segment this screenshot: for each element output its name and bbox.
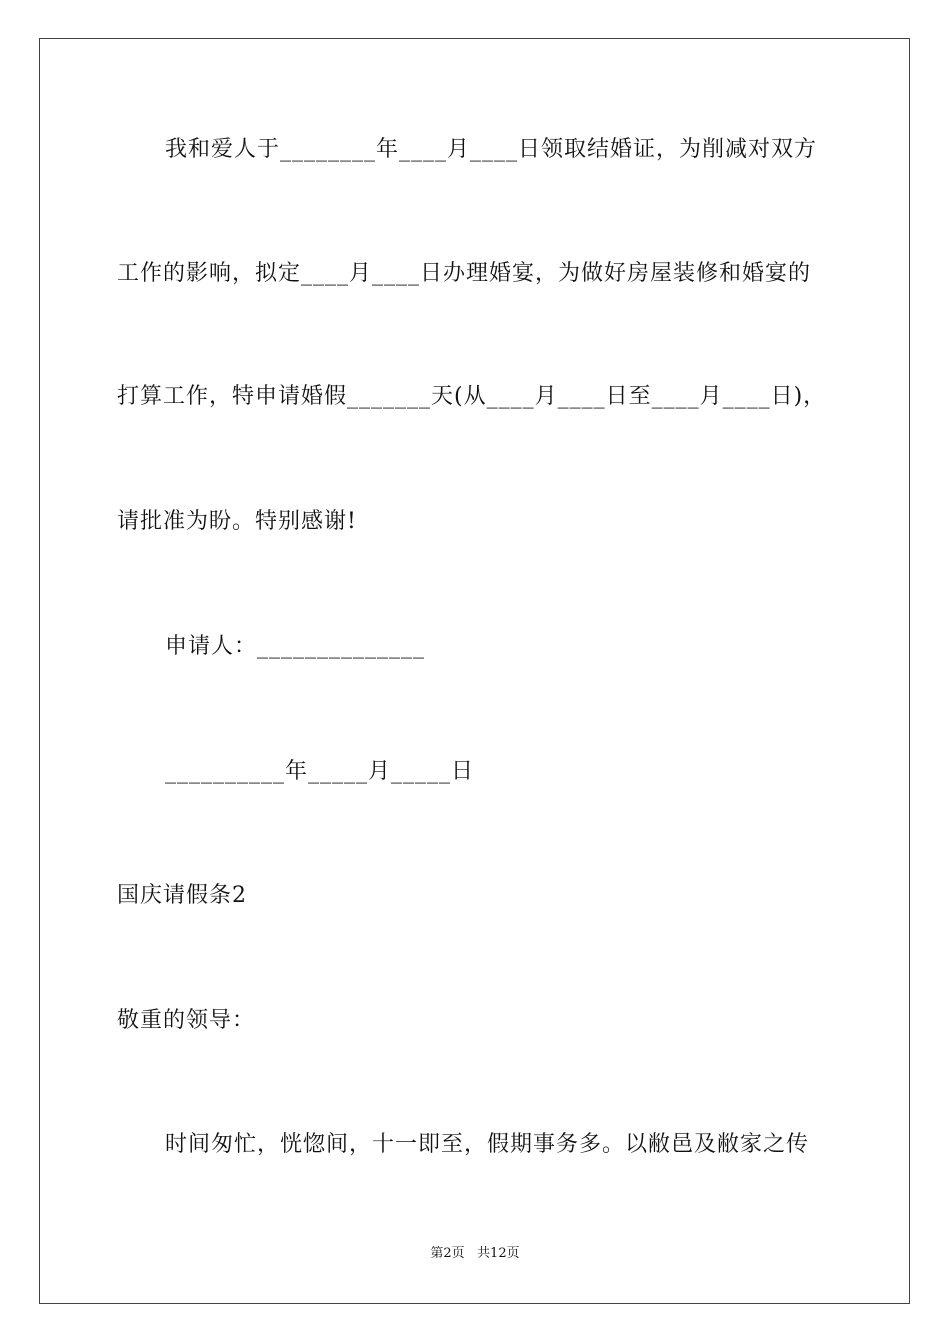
salutation: 敬重的领导： [117, 1008, 256, 1033]
paragraph-request-approval: 请批准为盼。特别感谢! [117, 509, 357, 534]
paragraph-leave-days: 打算工作，特申请婚假_______天(从____月____日至____月____日)， [117, 384, 827, 409]
paragraph-wedding-banquet: 工作的影响，拟定____月____日办理婚宴，为做好房屋装修和婚宴的 [117, 261, 812, 286]
paragraph-marriage-license: 我和爱人于________年____月____日领取结婚证，为削减对双方 [165, 137, 818, 162]
section-title: 国庆请假条2 [117, 883, 247, 908]
paragraph-holiday-intro: 时间匆忙，恍惚间，十一即至，假期事务多。以敝邑及敝家之传 [165, 1132, 810, 1157]
page-border [39, 38, 910, 1304]
applicant-signature-line: 申请人：______________ [165, 634, 426, 659]
date-line: __________年_____月_____日 [165, 759, 475, 784]
page-number-footer: 第2页 共12页 [430, 1246, 520, 1261]
